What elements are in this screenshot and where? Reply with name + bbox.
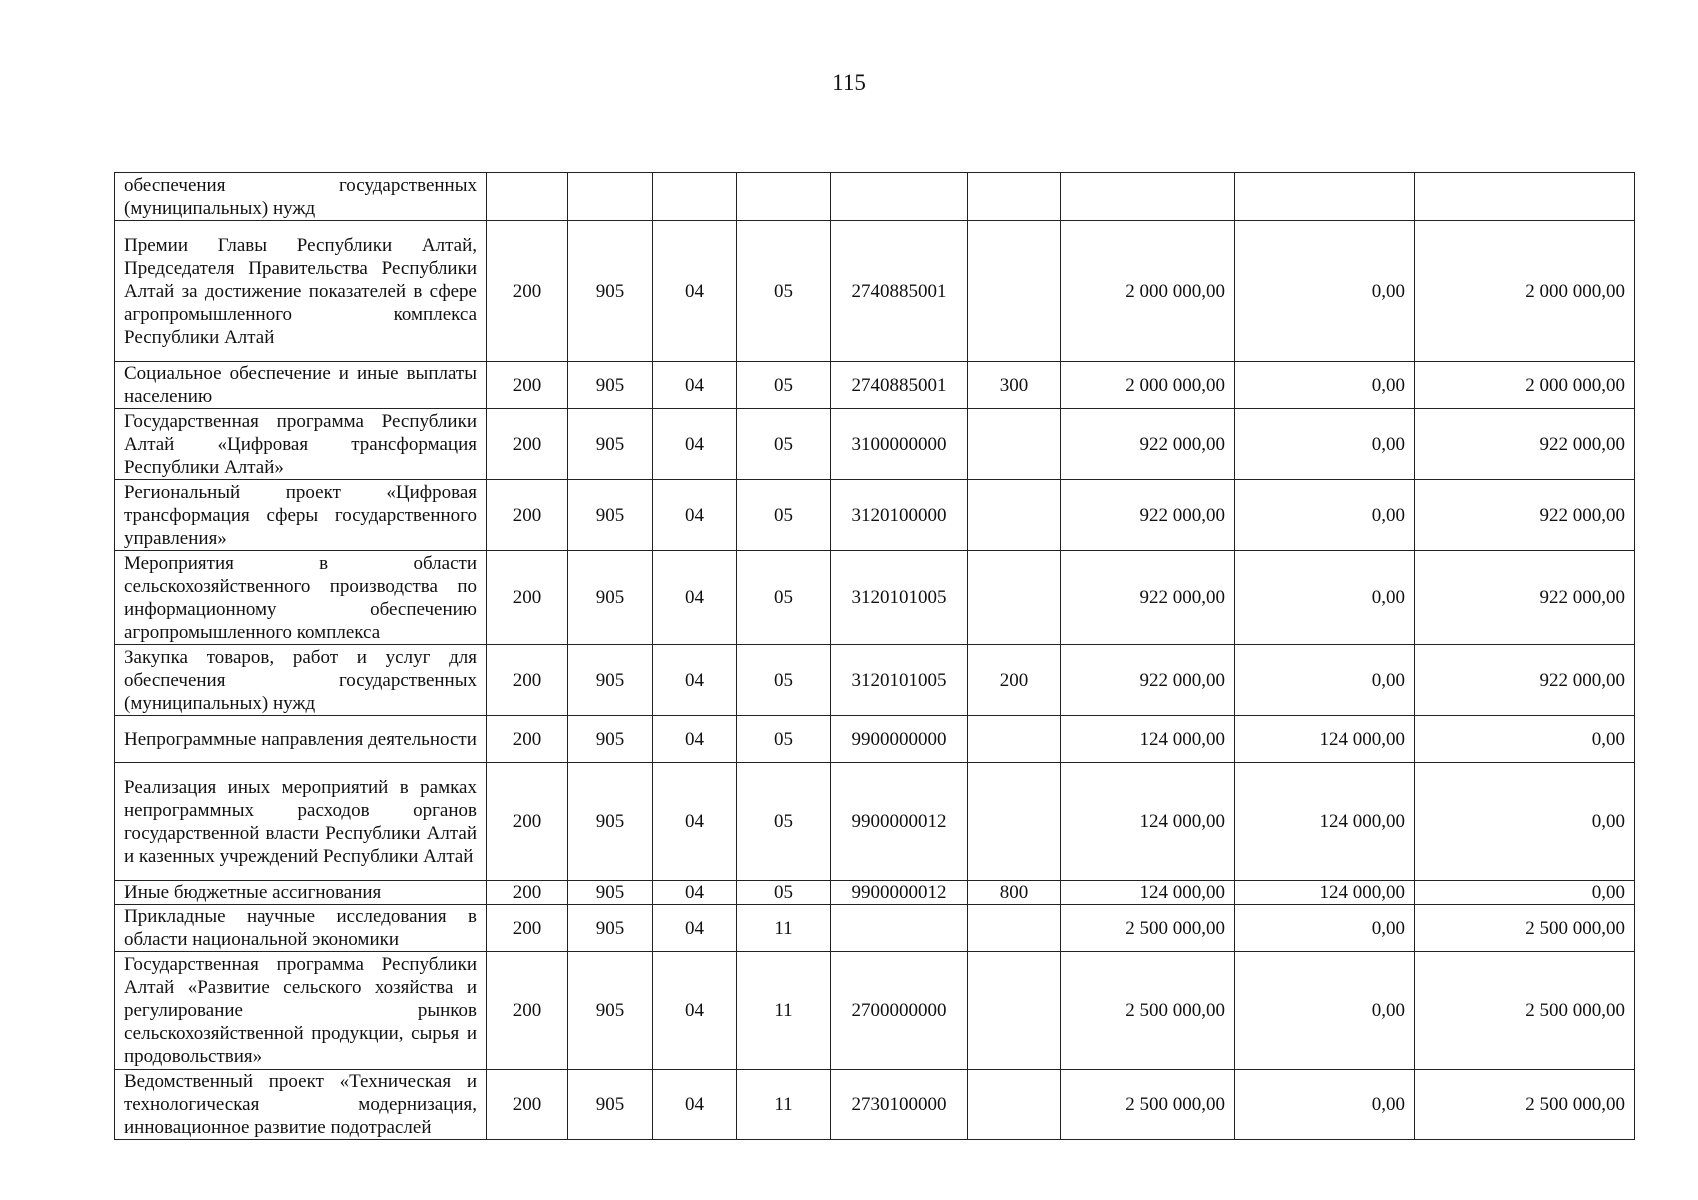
cell-section: 04 — [653, 716, 737, 763]
cell-subsection: 05 — [737, 881, 831, 905]
cell-expense-type — [968, 905, 1061, 952]
cell-amount-2: 124 000,00 — [1235, 763, 1415, 881]
cell-subsection: 05 — [737, 362, 831, 409]
cell-expense-type: 800 — [968, 881, 1061, 905]
cell-amount-total: 2 500 000,00 — [1061, 952, 1235, 1070]
budget-table — [114, 172, 1635, 1140]
cell-code-1: 200 — [487, 952, 568, 1070]
table-row — [115, 409, 1635, 480]
cell-code-1: 200 — [487, 221, 568, 362]
cell-code-2: 905 — [568, 221, 653, 362]
cell-subsection: 05 — [737, 409, 831, 480]
cell-section: 04 — [653, 763, 737, 881]
cell-amount-2: 0,00 — [1235, 1070, 1415, 1140]
cell-amount-3: 0,00 — [1415, 716, 1635, 763]
cell-amount-total: 2 000 000,00 — [1061, 362, 1235, 409]
cell-target-article: 2700000000 — [831, 952, 968, 1070]
cell-target-article — [831, 173, 968, 221]
cell-target-article: 3100000000 — [831, 409, 968, 480]
cell-section — [653, 173, 737, 221]
cell-name: Непрограммные направления деятельности — [115, 716, 487, 763]
cell-section: 04 — [653, 362, 737, 409]
cell-amount-total: 2 500 000,00 — [1061, 905, 1235, 952]
cell-amount-2: 0,00 — [1235, 905, 1415, 952]
cell-amount-3: 0,00 — [1415, 881, 1635, 905]
cell-subsection: 11 — [737, 952, 831, 1070]
table-row — [115, 480, 1635, 551]
cell-expense-type — [968, 173, 1061, 221]
cell-amount-total: 922 000,00 — [1061, 645, 1235, 716]
cell-code-1: 200 — [487, 480, 568, 551]
table-row — [115, 1070, 1635, 1140]
cell-expense-type: 200 — [968, 645, 1061, 716]
cell-code-1: 200 — [487, 1070, 568, 1140]
cell-subsection: 05 — [737, 480, 831, 551]
cell-amount-total: 124 000,00 — [1061, 881, 1235, 905]
cell-amount-3: 2 000 000,00 — [1415, 362, 1635, 409]
cell-amount-2: 0,00 — [1235, 551, 1415, 645]
cell-code-2: 905 — [568, 645, 653, 716]
cell-code-2: 905 — [568, 362, 653, 409]
cell-amount-2: 0,00 — [1235, 952, 1415, 1070]
table-row — [115, 551, 1635, 645]
cell-code-1: 200 — [487, 905, 568, 952]
cell-amount-2: 124 000,00 — [1235, 881, 1415, 905]
cell-code-1 — [487, 173, 568, 221]
cell-code-2: 905 — [568, 551, 653, 645]
budget-table-body — [115, 173, 1635, 1140]
cell-target-article: 9900000012 — [831, 881, 968, 905]
cell-amount-3 — [1415, 173, 1635, 221]
cell-amount-total: 922 000,00 — [1061, 551, 1235, 645]
cell-code-1: 200 — [487, 362, 568, 409]
cell-amount-2: 0,00 — [1235, 480, 1415, 551]
cell-code-2: 905 — [568, 716, 653, 763]
cell-target-article: 2740885001 — [831, 362, 968, 409]
cell-amount-2 — [1235, 173, 1415, 221]
cell-code-2 — [568, 173, 653, 221]
cell-name: Региональный проект «Цифровая трансформация сферы государственного управления» — [115, 480, 487, 551]
cell-section: 04 — [653, 881, 737, 905]
cell-name: обеспечения государственных (муниципальных) нужд — [115, 173, 487, 221]
cell-name: Премии Главы Республики Алтай, Председателя Правительства Республики Алтай за достижение показателей в сфере агропромышленного комплекса Республики Алтай — [115, 221, 487, 362]
cell-subsection: 11 — [737, 1070, 831, 1140]
cell-section: 04 — [653, 905, 737, 952]
page-number: 115 — [832, 70, 866, 95]
cell-subsection: 11 — [737, 905, 831, 952]
cell-amount-3: 922 000,00 — [1415, 409, 1635, 480]
cell-code-1: 200 — [487, 551, 568, 645]
cell-expense-type — [968, 480, 1061, 551]
cell-code-2: 905 — [568, 881, 653, 905]
cell-amount-3: 2 500 000,00 — [1415, 952, 1635, 1070]
cell-code-2: 905 — [568, 905, 653, 952]
cell-subsection: 05 — [737, 763, 831, 881]
cell-code-2: 905 — [568, 1070, 653, 1140]
cell-code-1: 200 — [487, 716, 568, 763]
cell-expense-type — [968, 763, 1061, 881]
cell-subsection: 05 — [737, 221, 831, 362]
cell-name: Социальное обеспечение и иные выплаты населению — [115, 362, 487, 409]
cell-section: 04 — [653, 645, 737, 716]
cell-amount-2: 0,00 — [1235, 645, 1415, 716]
cell-expense-type — [968, 1070, 1061, 1140]
cell-section: 04 — [653, 551, 737, 645]
cell-target-article: 2740885001 — [831, 221, 968, 362]
cell-amount-2: 124 000,00 — [1235, 716, 1415, 763]
cell-amount-3: 922 000,00 — [1415, 645, 1635, 716]
cell-expense-type — [968, 952, 1061, 1070]
cell-name: Прикладные научные исследования в области национальной экономики — [115, 905, 487, 952]
cell-section: 04 — [653, 952, 737, 1070]
cell-target-article: 3120101005 — [831, 645, 968, 716]
cell-amount-total: 124 000,00 — [1061, 763, 1235, 881]
cell-amount-total: 124 000,00 — [1061, 716, 1235, 763]
cell-code-1: 200 — [487, 881, 568, 905]
cell-name: Государственная программа Республики Алтай «Развитие сельского хозяйства и регулирование рынков сельскохозяйственной продукции, сырья и продовольствия» — [115, 952, 487, 1070]
cell-amount-total: 922 000,00 — [1061, 409, 1235, 480]
cell-amount-total: 922 000,00 — [1061, 480, 1235, 551]
cell-code-2: 905 — [568, 409, 653, 480]
cell-amount-total: 2 000 000,00 — [1061, 221, 1235, 362]
cell-name: Ведомственный проект «Техническая и технологическая модернизация, инновационное развитие подотраслей — [115, 1070, 487, 1140]
cell-name: Иные бюджетные ассигнования — [115, 881, 487, 905]
cell-target-article: 9900000000 — [831, 716, 968, 763]
cell-name: Государственная программа Республики Алтай «Цифровая трансформация Республики Алтай» — [115, 409, 487, 480]
cell-amount-2: 0,00 — [1235, 409, 1415, 480]
cell-expense-type: 300 — [968, 362, 1061, 409]
cell-code-1: 200 — [487, 763, 568, 881]
cell-section: 04 — [653, 221, 737, 362]
table-row — [115, 645, 1635, 716]
cell-target-article — [831, 905, 968, 952]
cell-amount-3: 922 000,00 — [1415, 480, 1635, 551]
cell-section: 04 — [653, 409, 737, 480]
cell-code-1: 200 — [487, 645, 568, 716]
table-row — [115, 173, 1635, 221]
cell-amount-3: 2 500 000,00 — [1415, 1070, 1635, 1140]
cell-target-article: 9900000012 — [831, 763, 968, 881]
cell-target-article: 3120100000 — [831, 480, 968, 551]
cell-amount-3: 0,00 — [1415, 763, 1635, 881]
cell-target-article: 2730100000 — [831, 1070, 968, 1140]
cell-subsection: 05 — [737, 716, 831, 763]
table-row — [115, 362, 1635, 409]
cell-name: Реализация иных мероприятий в рамках непрограммных расходов органов государственной власти Республики Алтай и казенных учреждений Республики Алтай — [115, 763, 487, 881]
cell-amount-3: 2 500 000,00 — [1415, 905, 1635, 952]
cell-amount-total — [1061, 173, 1235, 221]
table-row — [115, 763, 1635, 881]
cell-subsection: 05 — [737, 551, 831, 645]
table-row — [115, 716, 1635, 763]
cell-amount-2: 0,00 — [1235, 221, 1415, 362]
cell-code-2: 905 — [568, 480, 653, 551]
cell-subsection: 05 — [737, 645, 831, 716]
cell-amount-2: 0,00 — [1235, 362, 1415, 409]
cell-amount-3: 2 000 000,00 — [1415, 221, 1635, 362]
cell-code-2: 905 — [568, 763, 653, 881]
cell-amount-total: 2 500 000,00 — [1061, 1070, 1235, 1140]
cell-code-2: 905 — [568, 952, 653, 1070]
table-row — [115, 905, 1635, 952]
cell-expense-type — [968, 551, 1061, 645]
cell-name: Мероприятия в области сельскохозяйственного производства по информационному обеспечению агропромышленного комплекса — [115, 551, 487, 645]
cell-expense-type — [968, 409, 1061, 480]
table-row — [115, 952, 1635, 1070]
cell-amount-3: 922 000,00 — [1415, 551, 1635, 645]
cell-subsection — [737, 173, 831, 221]
table-row — [115, 221, 1635, 362]
cell-expense-type — [968, 221, 1061, 362]
cell-section: 04 — [653, 1070, 737, 1140]
table-row — [115, 881, 1635, 905]
cell-code-1: 200 — [487, 409, 568, 480]
cell-name: Закупка товаров, работ и услуг для обеспечения государственных (муниципальных) нужд — [115, 645, 487, 716]
cell-target-article: 3120101005 — [831, 551, 968, 645]
cell-section: 04 — [653, 480, 737, 551]
cell-expense-type — [968, 716, 1061, 763]
